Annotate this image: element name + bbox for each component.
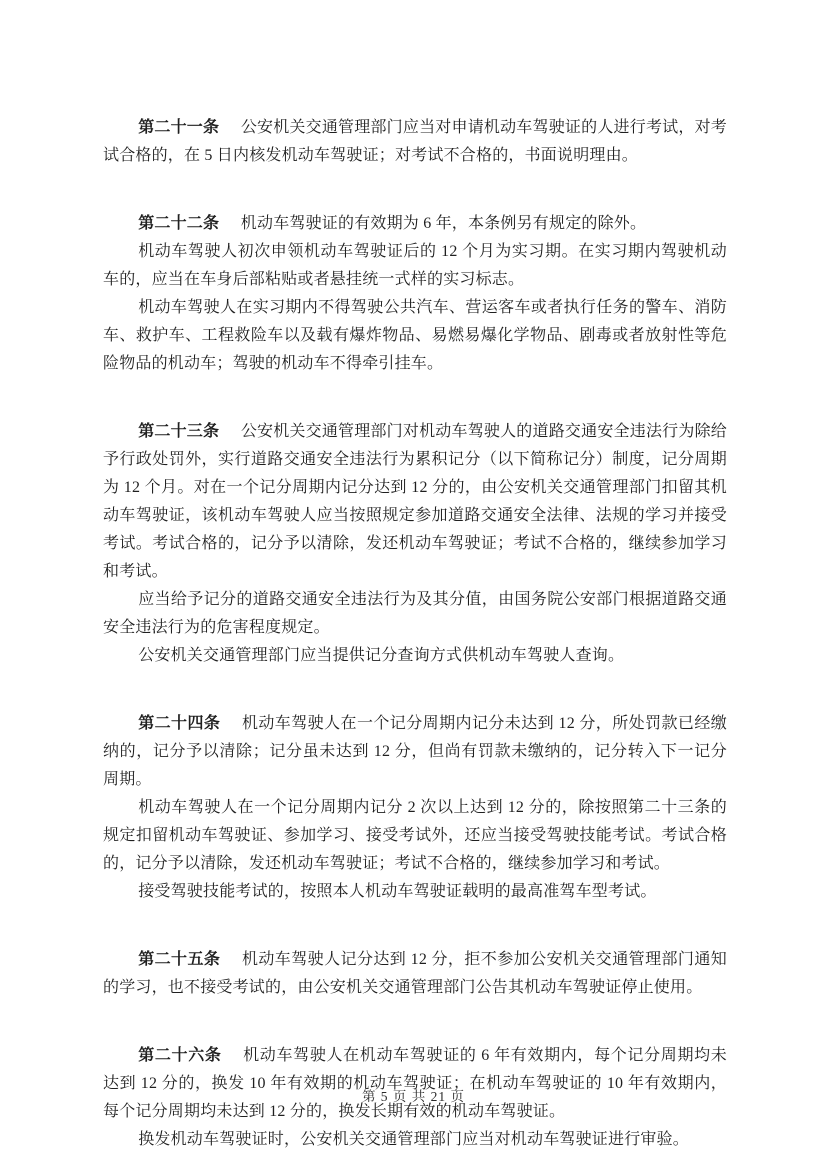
article-text: 公安机关交通管理部门对机动车驾驶人的道路交通安全违法行为除给予行政处罚外，实行道路交通安全违法行为累积记分（以下简称记分）制度，记分周期为 12 个月。对在一个记分周期内记分达到 12 分的，由公安机关交通管理部门扣留其机动车驾驶证，该机动车驾驶人应当按照规定参加道路交通安全法律、法规的学习并接受考试。考试合格的，记分予以清除，发还机动车驾驶证；考试不合格的，继续参加学习和考试。 bbox=[103, 423, 727, 580]
article-number: 第二十四条 bbox=[138, 715, 221, 732]
article-paragraph bbox=[103, 418, 727, 586]
article-text: 机动车驾驶人在机动车驾驶证的 6 年有效期内，每个记分周期均未达到 12 分的，换发 10 年有效期的机动车驾驶证；在机动车驾驶证的 10 年有效期内，每个记分周期均未达到 12 分的，换发长期有效的机动车驾驶证。 bbox=[103, 1047, 727, 1120]
article-text: 机动车驾驶人记分达到 12 分，拒不参加公安机关交通管理部门通知的学习，也不接受考试的，由公安机关交通管理部门公告其机动车驾驶证停止使用。 bbox=[103, 951, 727, 996]
article-section-23 bbox=[103, 418, 727, 670]
article-paragraph: 机动车驾驶人初次申领机动车驾驶证后的 12 个月为实习期。在实习期内驾驶机动车的，应当在车身后部粘贴或者悬挂统一式样的实习标志。 bbox=[103, 243, 727, 288]
article-section-25 bbox=[103, 946, 727, 1002]
article-paragraph: 换发机动车驾驶证时，公安机关交通管理部门应当对机动车驾驶证进行审验。 bbox=[138, 1131, 689, 1148]
article-number: 第二十一条 bbox=[138, 119, 220, 136]
article-paragraph: 公安机关交通管理部门应当提供记分查询方式供机动车驾驶人查询。 bbox=[138, 647, 625, 664]
article-paragraph: 机动车驾驶人在一个记分周期内记分 2 次以上达到 12 分的，除按照第二十三条的规定扣留机动车驾驶证、参加学习、接受考试外，还应当接受驾驶技能考试。考试合格的，记分予以清除，发还机动车驾驶证；考试不合格的，继续参加学习和考试。 bbox=[103, 799, 727, 872]
article-paragraph: 机动车驾驶人在实习期内不得驾驶公共汽车、营运客车或者执行任务的警车、消防车、救护车、工程救险车以及载有爆炸物品、易燃易爆化学物品、剧毒或者放射性等危险物品的机动车；驾驶的机动车不得牵引挂车。 bbox=[103, 299, 727, 372]
article-section-22 bbox=[103, 210, 727, 378]
article-section-24 bbox=[103, 710, 727, 906]
article-paragraph: 应当给予记分的道路交通安全违法行为及其分值，由国务院公安部门根据道路交通安全违法行为的危害程度规定。 bbox=[103, 591, 727, 636]
article-text: 公安机关交通管理部门应当对申请机动车驾驶证的人进行考试，对考试合格的，在 5 日内核发机动车驾驶证；对考试不合格的，书面说明理由。 bbox=[103, 119, 727, 164]
page-footer: 第 5 页 共 21 页 bbox=[361, 1089, 466, 1104]
article-number: 第二十二条 bbox=[138, 215, 220, 232]
article-paragraph: 接受驾驶技能考试的，按照本人机动车驾驶证载明的最高准驾车型考试。 bbox=[138, 883, 657, 900]
article-section-21 bbox=[103, 114, 727, 170]
article-paragraph bbox=[103, 710, 727, 794]
article-number: 第二十六条 bbox=[138, 1047, 222, 1064]
article-number: 第二十五条 bbox=[138, 951, 221, 968]
article-paragraph bbox=[103, 114, 727, 170]
article-paragraph bbox=[103, 1042, 727, 1126]
article-number: 第二十三条 bbox=[138, 423, 220, 440]
article-paragraph bbox=[103, 210, 727, 238]
article-paragraph bbox=[103, 946, 727, 1002]
article-text: 机动车驾驶人在一个记分周期内记分未达到 12 分，所处罚款已经缴纳的，记分予以清除；记分虽未达到 12 分，但尚有罚款未缴纳的，记分转入下一记分周期。 bbox=[103, 715, 727, 788]
article-text: 机动车驾驶证的有效期为 6 年，本条例另有规定的除外。 bbox=[240, 215, 647, 232]
